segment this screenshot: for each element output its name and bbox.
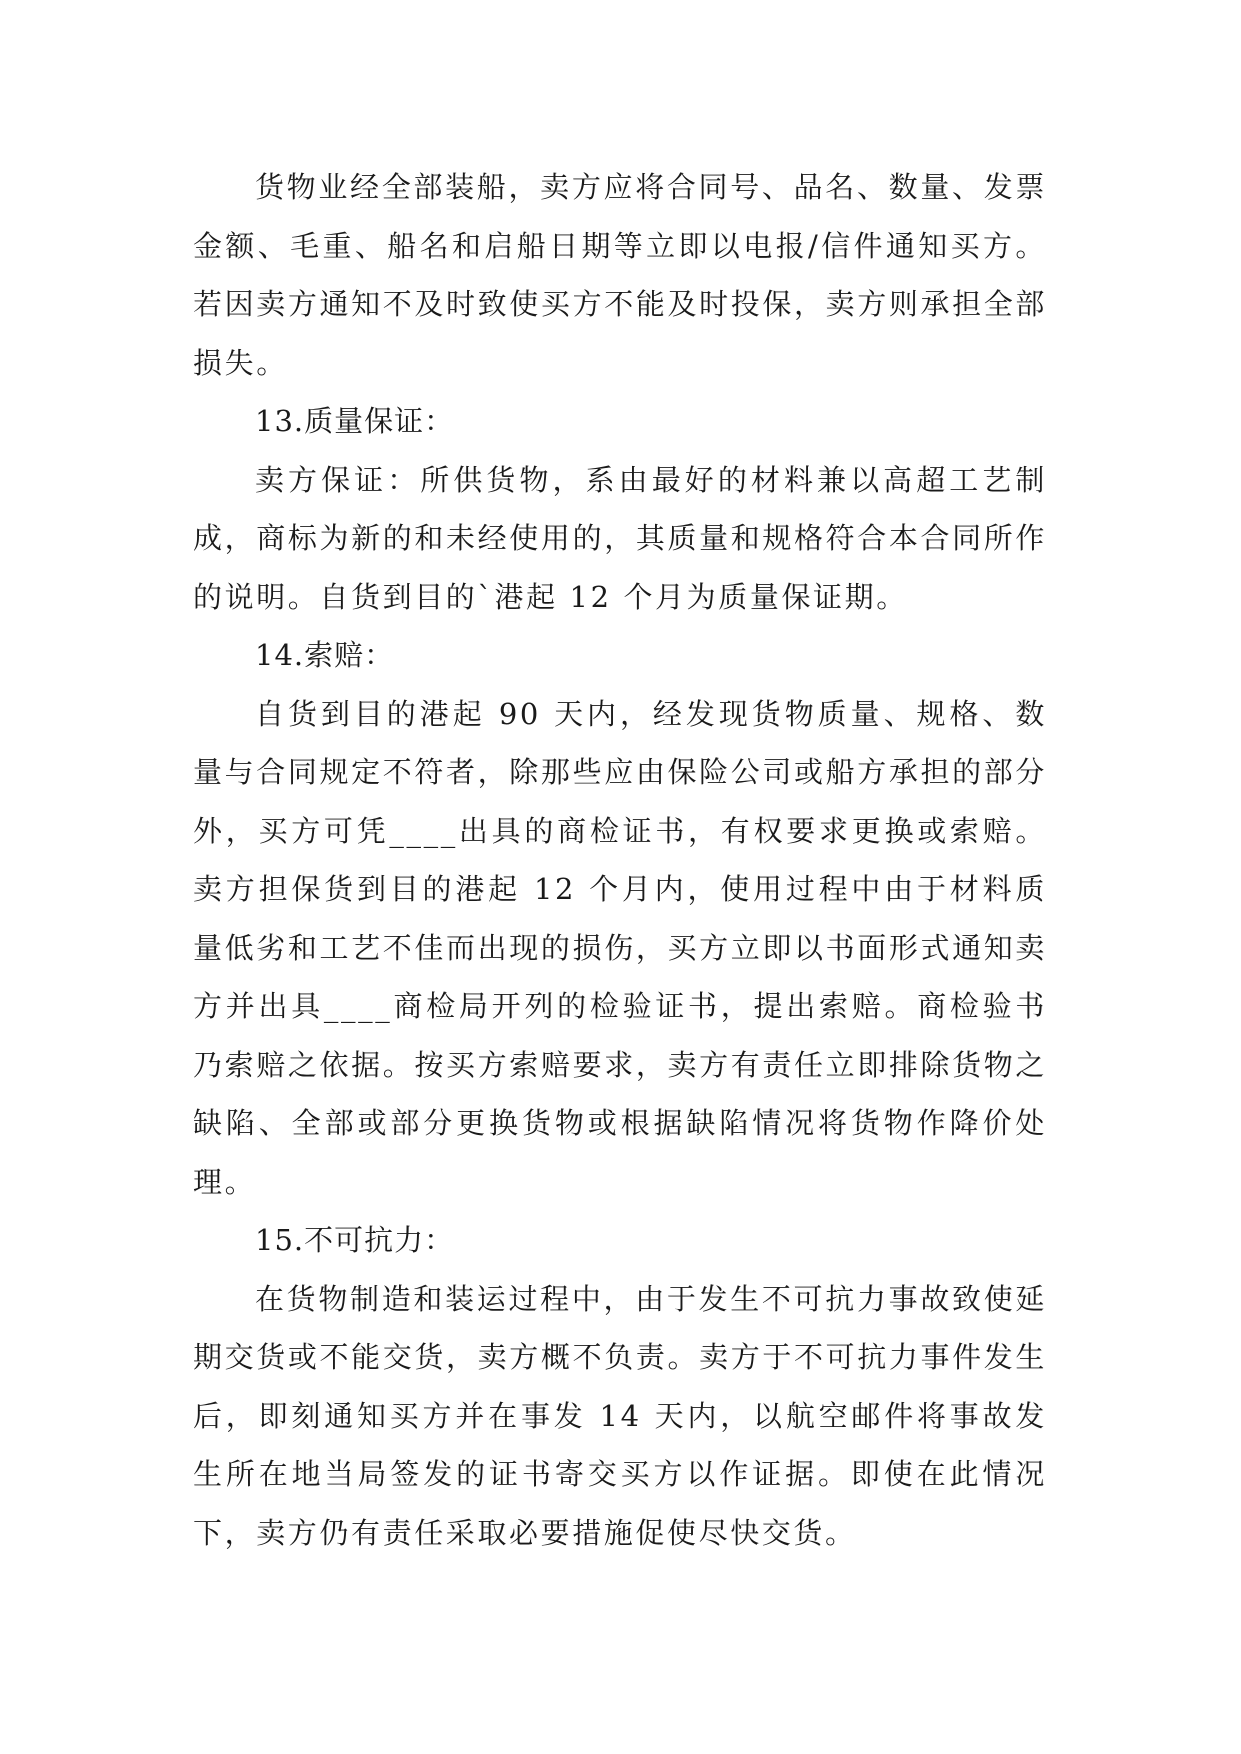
section-heading-quality-guarantee: 13.质量保证： — [255, 404, 455, 438]
section-heading-claims: 14.索赔： — [255, 638, 395, 672]
paragraph-force-majeure: 在货物制造和装运过程中，由于发生不可抗力事故致使延期交货或不能交货，卖方概不负责。卖方于不可抗力事件发生后，即刻通知买方并在事发 14 天内，以航空邮件将事故发生所在地当局签发的证书寄交买方以作证据。即使在此情况下，卖方仍有责任采取必要措施促使尽快交货。 — [193, 1281, 1047, 1550]
paragraph-claims: 自货到目的港起 90 天内，经发现货物质量、规格、数量与合同规定不符者，除那些应由保险公司或船方承担的部分外，买方可凭____出具的商检证书，有权要求更换或索赔。卖方担保货到目的港起 12 个月内，使用过程中由于材料质量低劣和工艺不佳而出现的损伤，买方立即以书面形式通知卖方并出具____商检局开列的检验证书，提出索赔。商检验书乃索赔之依据。按买方索赔要求，卖方有责任立即排除货物之缺陷、全部或部分更换货物或根据缺陷情况将货物作降价处理。 — [193, 696, 1047, 1199]
section-heading-force-majeure: 15.不可抗力： — [255, 1223, 455, 1257]
paragraph-quality-guarantee: 卖方保证：所供货物，系由最好的材料兼以高超工艺制成，商标为新的和未经使用的，其质量和规格符合本合同所作的说明。自货到目的`港起 12 个月为质量保证期。 — [193, 462, 1047, 614]
paragraph-shipping-notice: 货物业经全部装船，卖方应将合同号、品名、数量、发票金额、毛重、船名和启船日期等立即以电报/信件通知买方。若因卖方通知不及时致使买方不能及时投保，卖方则承担全部损失。 — [193, 170, 1047, 380]
document-body — [193, 158, 1047, 1562]
